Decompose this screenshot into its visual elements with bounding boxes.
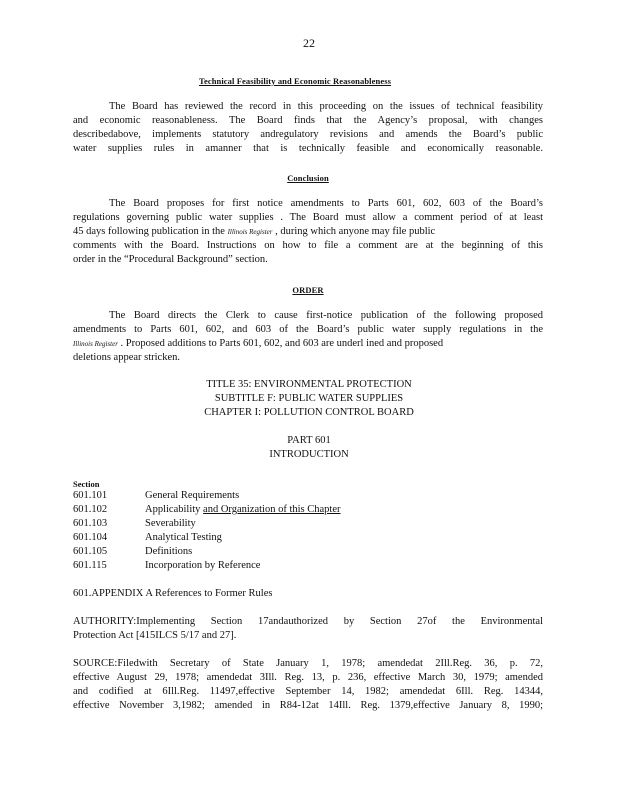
toc-section-title: Analytical Testing [145, 532, 222, 543]
text-line: Protection Act [415ILCS 5/17 and 27]. [73, 630, 237, 641]
page-number: 22 [303, 36, 315, 50]
toc-row [73, 517, 543, 531]
text-line: comments with the Board. Instructions on how to file a comment are at the beginning of this [73, 240, 543, 251]
heading-order: ORDER [292, 285, 324, 295]
title-line: TITLE 35: ENVIRONMENTAL PROTECTION [206, 379, 412, 390]
paragraph-conclusion [73, 197, 543, 267]
source-note [73, 657, 543, 713]
toc-section-title: Incorporation by Reference [145, 560, 261, 571]
toc-row [73, 489, 543, 503]
heading-conclusion: Conclusion [287, 173, 329, 183]
part-number: PART 601 [287, 435, 331, 446]
toc-section-number: 601.101 [73, 490, 108, 501]
toc-section-number: 601.104 [73, 532, 108, 543]
text-line [73, 225, 543, 239]
toc-section-title: General Requirements [145, 490, 240, 501]
toc-title-plain: Applicability [145, 504, 204, 515]
text-line: order in the “Procedural Background” section. [73, 254, 268, 265]
toc-section-number: 601.103 [73, 518, 108, 529]
journal-name-italic: Illinois Register [73, 340, 118, 348]
toc-section-number: 601.102 [73, 504, 108, 515]
text-line: SOURCE:Filedwith Secretary of State January 1, 1978; amendedat 2Ill.Reg. 36, p. 72, [73, 658, 543, 669]
text-line: effective November 3,1982; amended in R84-12at 14Ill. Reg. 1379,effective January 8, 1990; [73, 700, 543, 711]
authority-note [73, 615, 543, 643]
toc-row [73, 503, 543, 517]
toc-section-number: 601.105 [73, 546, 108, 557]
text-line: effective August 29, 1978; amendedat 3Ill. Reg. 13, p. 236, effective March 30, 1979; amended [73, 672, 543, 683]
paragraph-technical-feasibility [73, 100, 543, 156]
text-span: 45 days following publication in the [73, 226, 228, 237]
paragraph-order [73, 309, 543, 365]
text-line: The Board directs the Clerk to cause first-notice publication of the following proposed [109, 310, 543, 321]
journal-name-italic: Illinois Register [227, 228, 273, 236]
text-span: , during which anyone may file public [272, 226, 436, 237]
toc-row [73, 545, 543, 559]
text-line: The Board has reviewed the record in this proceeding on the issues of technical feasibility [109, 101, 543, 112]
subtitle-line: SUBTITLE F: PUBLIC WATER SUPPLIES [214, 393, 404, 404]
text-line: amendments to Parts 601, 602, and 603 of the Board’s public water supply regulations in the [73, 324, 543, 335]
toc-row [73, 559, 543, 573]
text-line: regulations governing public water supplies . The Board must allow a comment period of at least [73, 212, 543, 223]
text-line: water supplies rules in amanner that is technically feasible and economically reasonable. [73, 143, 543, 154]
text-line: and economic reasonableness. The Board finds that the Agency’s proposal, with changes [73, 115, 543, 126]
toc-section-number: 601.115 [73, 560, 107, 571]
text-line [73, 337, 543, 351]
heading-technical-feasibility: Technical Feasibility and Economic Reasonableness [198, 76, 392, 86]
toc-section-title: Severability [145, 518, 196, 529]
part-name: INTRODUCTION [269, 449, 349, 460]
toc-title-underlined-addition: and Organization of this Chapter [203, 504, 341, 515]
toc-section-title [145, 503, 341, 517]
toc-row [73, 531, 543, 545]
toc-section-title: Definitions [145, 546, 193, 557]
chapter-line: CHAPTER I: POLLUTION CONTROL BOARD [204, 407, 414, 418]
text-line: and codified at 6Ill.Reg. 11497,effective September 14, 1982; amendedat 6Ill. Reg. 14344, [73, 686, 543, 697]
text-line: deletions appear stricken. [73, 352, 180, 363]
text-line: describedabove, implements statutory andregulatory revisions and amends the Board’s public [73, 129, 543, 140]
toc-section-label: Section [73, 479, 100, 489]
toc-appendix: 601.APPENDIX A References to Former Rules [73, 588, 273, 599]
text-line: The Board proposes for first notice amendments to Parts 601, 602, 603 of the Board’s [109, 198, 543, 209]
text-span: . Proposed additions to Parts 601, 602, and 603 are underl ined and proposed [117, 338, 444, 349]
text-line: AUTHORITY:Implementing Section 17andauthorized by Section 27of the Environmental [73, 616, 543, 627]
